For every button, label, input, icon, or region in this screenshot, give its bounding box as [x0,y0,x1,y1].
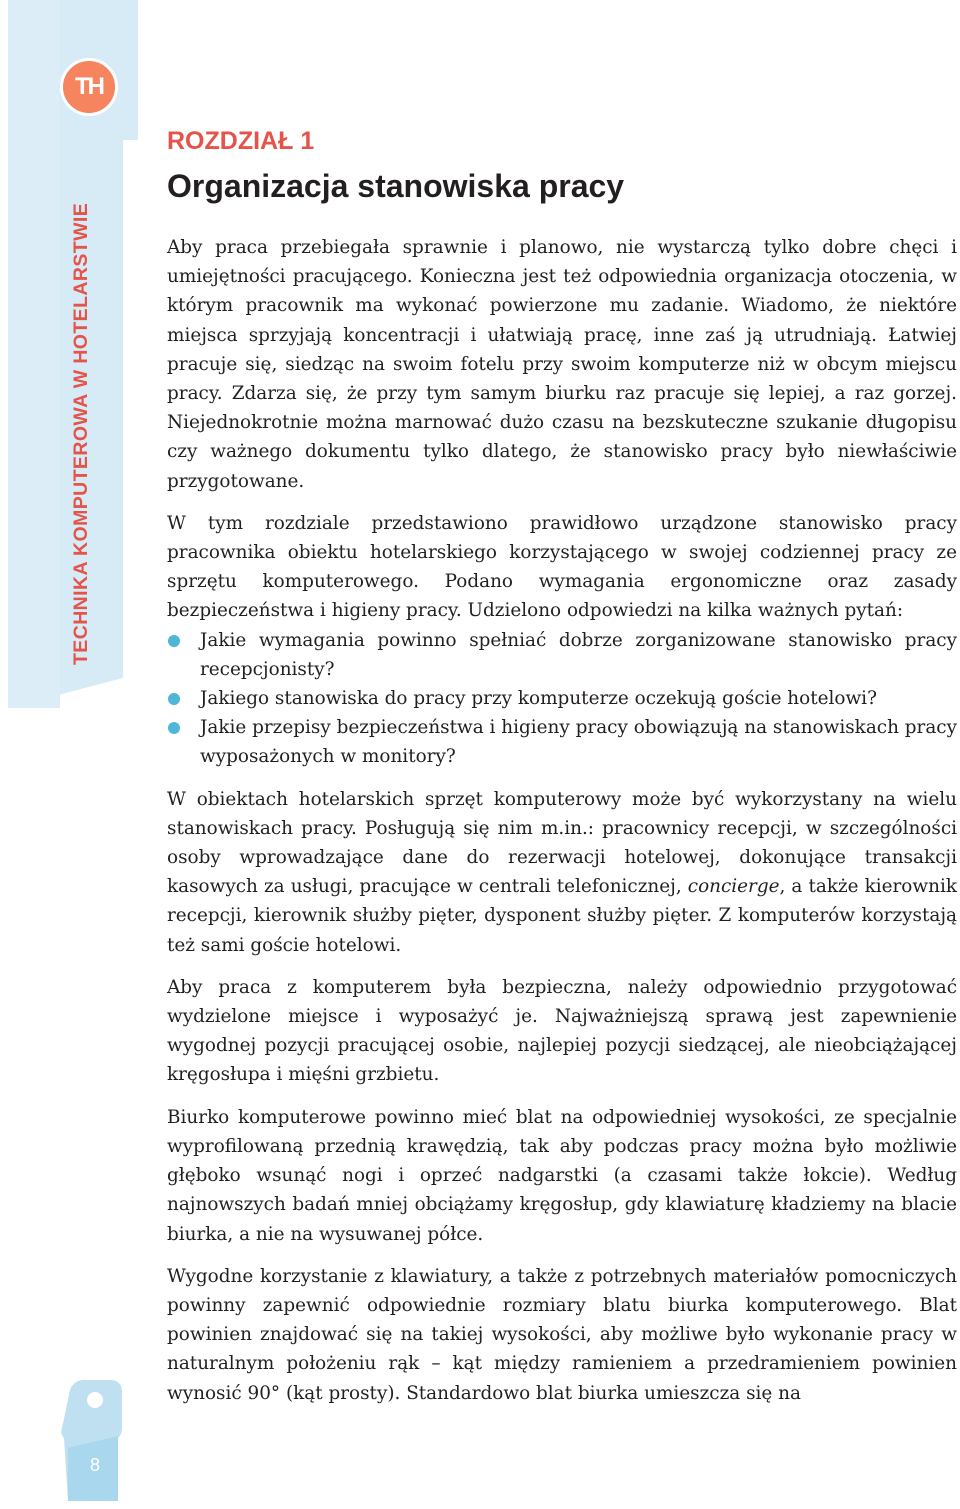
paragraph-intro: Aby praca przebiegała sprawnie i planowo, nie wystarczą tylko dobre chęci i umiejętności pracującego. Konieczna jest też odpowiednia organizacja otoczenia, w którym pracownik ma wykonać powierzone mu zadanie. Wiadomo, że niektóre miejsca sprzyjają koncentracji i ułatwiają pracę, inne zaś ją utrudniają. Łatwiej pracuje się, siedząc na swoim fotelu przy swoim komputerze niż w obcym miejscu pracy. Zdarza się, że przy tym samym biurku raz pracuje się lepiej, a raz gorzej. Niejednokrotnie można marnować dużo czasu na bezskuteczne szukanie długopisu czy ważnego dokumentu tylko dlatego, że stanowisko pracy było niewłaściwie przygotowane. [167,237,957,492]
paragraph-computer-users [167,785,957,960]
paragraph-text: , a także kierownik recepcji, kierownik służby pięter, dysponent służby pięter. Z komputerów korzystają też sami goście hotelowi. [167,876,957,956]
paragraph-keyboard: Wygodne korzystanie z klawiatury, a także z potrzebnych materiałów pomocniczych powinny zapewnić odpowiednie rozmiary blatu biurka komputerowego. Blat powinien znajdować się na takiej wysokości, aby możliwe było wykonanie pracy w naturalnym położeniu rąk – kąt między ramieniem a przedramieniem powinien wynosić 90° (kąt prosty). Standardowo blat biurka umieszcza się na [167,1265,957,1404]
list-item [167,626,957,684]
list-item-text: Jakiego stanowiska do pracy przy komputerze oczekują goście hotelowi? [200,688,877,710]
paragraph-italic-term: concierge [687,876,780,898]
page-number: 8 [89,1455,100,1475]
book-title-vertical: TECHNIKA KOMPUTEROWA W HOTELARSTWIE [70,202,92,665]
main-content [167,125,957,1408]
list-item-text: Jakie przepisy bezpieczeństwa i higieny pracy obowiązują na stanowiskach pracy wyposażonych w monitory? [200,717,957,768]
paragraph-chapter-overview: W tym rozdziale przedstawiono prawidłowo urządzone stanowisko pracy pracownika obiektu hotelarskiego korzystającego w swojej codziennej pracy ze sprzętu komputerowego. Podano wymagania ergonomiczne oraz zasady bezpieczeństwa i higieny pracy. Udzielono odpowiedzi na kilka ważnych pytań: [167,512,957,622]
question-list [167,626,957,772]
logo-badge [60,58,118,116]
chapter-title: Organizacja stanowiska pracy [167,168,625,204]
bullet-icon [168,722,180,734]
list-item [167,713,957,771]
paragraph-text: W obiektach hotelarskich sprzęt komputerowy może być wykorzystany na wielu stanowiskach pracy. Posługują się nim m.in.: pracownicy recepcji, w szczególności osoby wprowadzające dane do rezerwacji hotelowej, dokonujące transakcji kasowych za usługi, pracujące w centrali telefonicznej, [167,788,957,898]
bullet-icon [168,693,180,705]
logo-text: TH [75,73,103,100]
paragraph-safe-workplace: Aby praca z komputerem była bezpieczna, należy odpowiednio przygotować wydzielone miejsce i wyposażyć je. Najważniejszą sprawą jest zapewnienie wygodnej pozycji pracującej osobie, najlepiej pozycji siedzącej, ale nieobciążającej kręgosłupa i mięśni grzbietu. [167,976,957,1086]
bullet-icon [168,635,180,647]
chapter-label: ROZDZIAŁ 1 [167,127,315,155]
paragraph-desk: Biurko komputerowe powinno mieć blat na odpowiedniej wysokości, ze specjalnie wyprofilowaną przednią krawędzią, tak aby podczas pracy można było możliwie głęboko wsunąć nogi i oprzeć nadgarstki (a czasami także łokcie). Według najnowszych badań mniej obciążamy kręgosłup, gdy klawiaturę kładziemy na blacie biurka, a nie na wysuwanej półce. [167,1106,957,1245]
list-item [167,684,957,713]
list-item-text: Jakie wymagania powinno spełniać dobrze zorganizowane stanowisko pracy recepcjonisty? [200,629,957,680]
page-tag-icon [58,1378,130,1507]
